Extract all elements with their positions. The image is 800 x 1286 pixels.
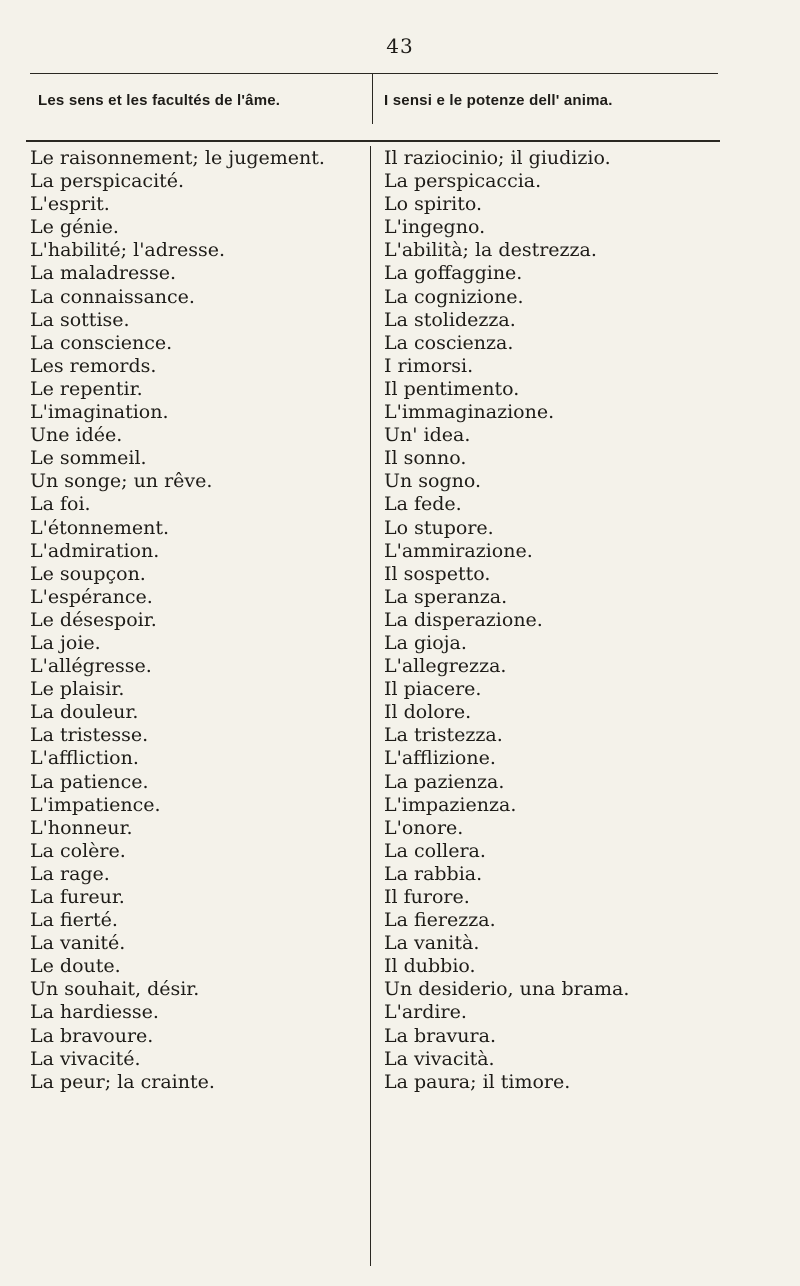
italian-term: I rimorsi. bbox=[384, 354, 474, 377]
french-term: Le génie. bbox=[30, 216, 119, 239]
french-term: Le raisonnement; le jugement. bbox=[30, 147, 325, 169]
italian-term: Il pentimento. bbox=[384, 377, 520, 400]
french-term: La vivacité. bbox=[30, 1047, 141, 1070]
italian-term: La disperazione. bbox=[384, 608, 543, 631]
french-term: Une idée. bbox=[30, 424, 123, 447]
french-term: Un songe; un rêve. bbox=[30, 470, 213, 493]
french-term: La maladresse. bbox=[30, 262, 177, 285]
italian-term: L'ammirazione. bbox=[384, 539, 533, 562]
italian-term: Lo stupore. bbox=[384, 516, 494, 539]
french-term: La hardiesse. bbox=[30, 1001, 159, 1024]
french-term: L'affliction. bbox=[30, 747, 139, 770]
french-term: Le plaisir. bbox=[30, 678, 125, 701]
italian-term: La tristezza. bbox=[384, 724, 503, 747]
italian-term: La cognizione. bbox=[384, 285, 524, 308]
italian-term: La speranza. bbox=[384, 585, 508, 608]
french-term: L'étonnement. bbox=[30, 516, 170, 539]
french-term: La sottise. bbox=[30, 308, 130, 331]
header-rule bbox=[26, 140, 720, 142]
french-term: L'esprit. bbox=[30, 193, 110, 216]
french-term: Un souhait, désir. bbox=[30, 978, 200, 1001]
italian-term: La bravura. bbox=[384, 1024, 496, 1047]
header-italian: I sensi e le potenze dell' anima. bbox=[384, 92, 613, 109]
italian-term: La pazienza. bbox=[384, 770, 505, 793]
french-term: L'imagination. bbox=[30, 401, 169, 424]
french-term: La peur; la crainte. bbox=[30, 1070, 215, 1093]
italian-term: Il raziocinio; il giudizio. bbox=[384, 147, 611, 169]
french-term: L'allégresse. bbox=[30, 655, 152, 678]
italian-term: La vanità. bbox=[384, 932, 480, 955]
french-term: La vanité. bbox=[30, 932, 126, 955]
italian-term: La gioja. bbox=[384, 631, 467, 654]
italian-term: La perspicaccia. bbox=[384, 170, 542, 193]
italian-term: Il furore. bbox=[384, 886, 470, 908]
italian-term: La fede. bbox=[384, 493, 462, 516]
french-term: La rage. bbox=[30, 862, 110, 885]
italian-term: L'immaginazione. bbox=[384, 401, 555, 424]
italian-term: Il dolore. bbox=[384, 701, 472, 724]
french-term: La joie. bbox=[30, 631, 101, 654]
french-term: La fierté. bbox=[30, 909, 118, 932]
italian-term: La stolidezza. bbox=[384, 308, 516, 331]
italian-term: La rabbia. bbox=[384, 862, 483, 885]
french-term: La foi. bbox=[30, 493, 91, 516]
french-term: La fureur. bbox=[30, 886, 125, 908]
italian-term: L'afflizione. bbox=[384, 747, 496, 770]
italian-term: Il sonno. bbox=[384, 447, 467, 470]
french-term: La patience. bbox=[30, 770, 149, 793]
italian-term: La coscienza. bbox=[384, 331, 514, 354]
top-rule bbox=[30, 73, 718, 74]
italian-term: Il dubbio. bbox=[384, 955, 476, 978]
french-term: La tristesse. bbox=[30, 724, 149, 747]
italian-term: Il sospetto. bbox=[384, 562, 491, 585]
italian-term: L'ingegno. bbox=[384, 216, 486, 239]
french-term: L'admiration. bbox=[30, 539, 160, 562]
italian-term: Il piacere. bbox=[384, 678, 482, 701]
french-term: La colère. bbox=[30, 839, 126, 862]
italian-term: L'onore. bbox=[384, 816, 464, 839]
italian-term: Un' idea. bbox=[384, 424, 471, 447]
french-column bbox=[30, 147, 325, 1094]
french-term: La douleur. bbox=[30, 701, 139, 724]
french-term: L'impatience. bbox=[30, 793, 161, 816]
italian-term: L'ardire. bbox=[384, 1001, 467, 1024]
italian-term: La collera. bbox=[384, 839, 486, 862]
french-term: Le soupçon. bbox=[30, 562, 146, 585]
french-term: La conscience. bbox=[30, 331, 173, 354]
italian-term: La goffaggine. bbox=[384, 262, 523, 285]
italian-column bbox=[384, 147, 629, 1094]
italian-term: L'impazienza. bbox=[384, 793, 517, 816]
french-term: Le désespoir. bbox=[30, 608, 157, 631]
column-divider bbox=[370, 146, 371, 1266]
french-term: Les remords. bbox=[30, 354, 157, 377]
italian-term: La fierezza. bbox=[384, 909, 496, 932]
french-term: La connaissance. bbox=[30, 285, 195, 308]
french-term: La bravoure. bbox=[30, 1024, 154, 1047]
italian-term: L'allegrezza. bbox=[384, 655, 507, 678]
italian-term: Un desiderio, una brama. bbox=[384, 978, 630, 1001]
french-term: La perspicacité. bbox=[30, 170, 185, 193]
page-number: 43 bbox=[386, 34, 414, 58]
italian-term: L'abilità; la destrezza. bbox=[384, 239, 597, 262]
italian-term: La paura; il timore. bbox=[384, 1070, 571, 1093]
french-term: L'habilité; l'adresse. bbox=[30, 239, 226, 262]
italian-term: La vivacità. bbox=[384, 1047, 495, 1070]
french-term: L'honneur. bbox=[30, 816, 133, 839]
italian-term: Lo spirito. bbox=[384, 193, 483, 216]
french-term: Le sommeil. bbox=[30, 447, 147, 470]
french-term: Le doute. bbox=[30, 955, 121, 978]
french-term: Le repentir. bbox=[30, 377, 143, 400]
header-french: Les sens et les facultés de l'âme. bbox=[38, 92, 281, 109]
header-divider bbox=[372, 74, 373, 124]
italian-term: Un sogno. bbox=[384, 470, 482, 493]
french-term: L'espérance. bbox=[30, 585, 153, 608]
